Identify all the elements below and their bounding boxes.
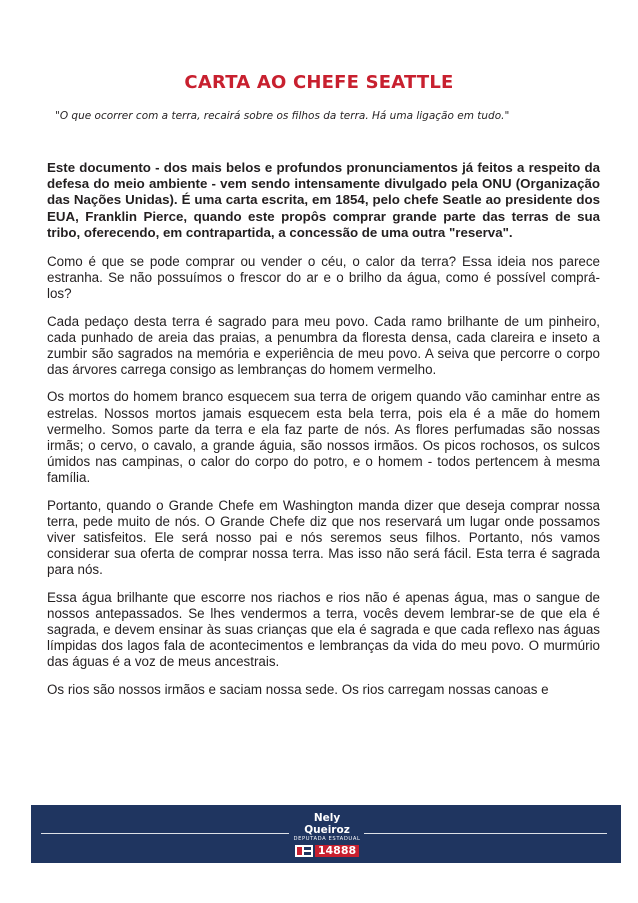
page-title: CARTA AO CHEFE SEATTLE xyxy=(184,72,454,93)
candidate-number: 14888 xyxy=(315,845,359,857)
body-paragraph: Essa água brilhante que escorre nos riachos e rios não é apenas água, mas o sangue de nossos antepassados. Se lhes vendermos a terra, vocês devem lembrar-se de que ela é sagrada, e devem ensinar às suas crianças que ela é sagrada e que cada reflexo nas águas límpidas dos lagos fala de acontecimentos e lembranças da vida do meu povo. O murmúrio das águas é a voz de meus ancestrais. xyxy=(47,589,600,670)
body-paragraph: Portanto, quando o Grande Chefe em Washington manda dizer que deseja comprar nossa terra, pede muito de nós. O Grande Chefe diz que nos reservará um lugar onde possamos viver satisfeitos. Ele será nosso pai e nós seremos seus filhos. Portanto, nós vamos considerar sua oferta de comprar nossa terra. Mas isso não será fácil. Esta terra é sagrada para nós. xyxy=(47,497,600,578)
footer-divider-right xyxy=(364,833,607,834)
body-paragraph: Os mortos do homem branco esquecem sua terra de origem quando vão caminhar entre as estrelas. Nossos mortos jamais esquecem esta bela terra, pois ela é a mãe do homem vermelho. Somos parte da terra e ela faz parte de nós. As flores perfumadas são nossas irmãs; o cervo, o cavalo, a grande águia, são nossos irmãos. Os picos rochosos, os sulcos úmidos nas campinas, o calor do corpo do potro, e o homem - todos pertencem à mesma família. xyxy=(47,389,600,486)
party-emblem-icon xyxy=(295,845,313,857)
epigraph-quote: "O que ocorrer com a terra, recairá sobre os filhos da terra. Há uma ligação em tudo." xyxy=(55,110,510,122)
logo-role: DEPUTADA ESTADUAL xyxy=(293,836,361,842)
body-paragraph: Os rios são nossos irmãos e saciam nossa sede. Os rios carregam nossas canoas e xyxy=(47,681,549,697)
logo-name: Nely Queiroz xyxy=(304,812,350,836)
logo-row xyxy=(290,845,364,857)
letter-body xyxy=(47,160,600,709)
body-paragraph: Cada pedaço desta terra é sagrado para meu povo. Cada ramo brilhante de um pinheiro, cada punhado de areia das praias, a penumbra da floresta densa, cada clareira e inseto a zumbir são sagrados na memória e experiência de meu povo. A seiva que percorre o corpo das árvores carrega consigo as lembranças do homem vermelho. xyxy=(47,313,600,378)
footer-divider-left xyxy=(41,833,289,834)
footer-band xyxy=(31,805,621,863)
campaign-logo xyxy=(290,810,364,859)
intro-paragraph: Este documento - dos mais belos e profundos pronunciamentos já feitos a respeito da defesa do meio ambiente - vem sendo intensamente divulgado pela ONU (Organização das Nações Unidas). É uma carta escrita, em 1854, pelo chefe Seatle ao presidente dos EUA, Franklin Pierce, quando este propôs comprar grande parte das terras de sua tribo, oferecendo, em contrapartida, a concessão de uma outra "reserva". xyxy=(47,160,600,240)
body-paragraph: Como é que se pode comprar ou vender o céu, o calor da terra? Essa ideia nos parece estranha. Se não possuímos o frescor do ar e o brilho da água, como é possível comprá-los? xyxy=(47,254,600,302)
